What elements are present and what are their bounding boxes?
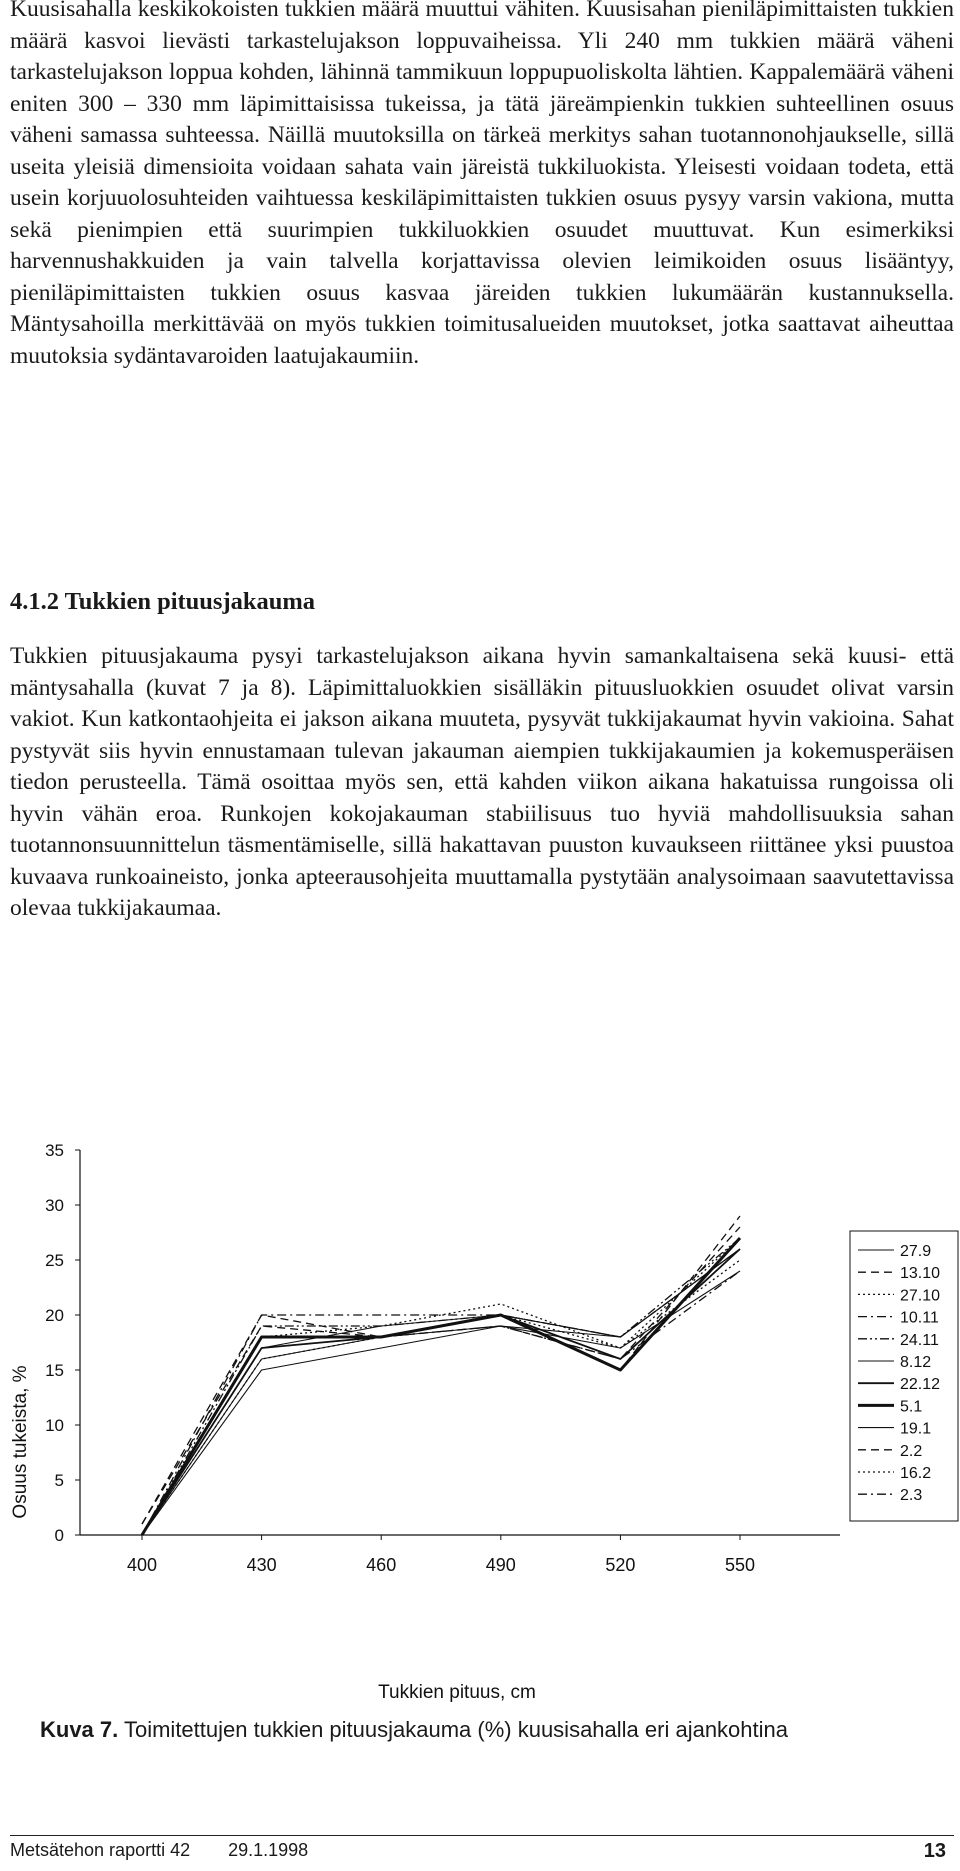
figure-caption-text: Toimitettujen tukkien pituusjakauma (%) kuusisahalla eri ajankohtina xyxy=(118,1717,788,1742)
chart-axes xyxy=(80,1150,840,1535)
legend-label: 27.10 xyxy=(900,1287,941,1305)
x-tick-label: 550 xyxy=(724,1555,756,1575)
series-line xyxy=(142,1249,740,1535)
legend-label: 22.12 xyxy=(900,1376,941,1394)
footer-report-name: Metsätehon raportti 42 xyxy=(10,1840,191,1860)
body-paragraph-2: Tukkien pituusjakauma pysyi tarkastelujakson aikana hyvin samankaltaisena sekä kuusi- että mäntysahalla (kuvat 7 ja 8). Läpimittaluokkien sisälläkin pituusluokkien osuudet olivat varsin vakiot. Kun katkontaohjeita ei jakson aikana muuteta, pysyvät tukkijakaumat hyvin vakioina. Sahat pystyvät siis hyvin ennustamaan tulevan jakauman aiempien tukkijakaumien ja kokemusperäisen tiedon perusteella. Tämä osoittaa myös sen, että kahden viikon aikana hakatuissa rungoissa oli hyvin vähän eroa. Runkojen kokojakauman stabiilisuus tuo hyviä mahdollisuuksia sahan tuotannonsuunnittelun täsmentämiselle, sillä hakattavan puuston kuvaukseen riittänee yksi puustoa kuvaava runkoaineisto, jonka apteerausohjeita muuttamalla pystytään analysoimaan saavutettavissa olevaa tukkijakaumaa. xyxy=(10,643,954,921)
length-distribution-chart xyxy=(0,1130,960,1710)
chart-legend xyxy=(850,1231,958,1521)
y-tick-label: 0 xyxy=(54,1526,64,1545)
series-line xyxy=(142,1216,740,1524)
series-lines xyxy=(142,1216,740,1535)
x-tick-label: 520 xyxy=(605,1555,636,1575)
y-tick-label: 20 xyxy=(45,1306,64,1325)
series-line xyxy=(142,1271,740,1535)
y-tick-label: 5 xyxy=(54,1471,64,1490)
footer xyxy=(10,1840,308,1861)
legend-label: 13.10 xyxy=(900,1265,941,1283)
legend-label: 2.3 xyxy=(900,1487,923,1505)
y-tick-label: 25 xyxy=(45,1251,64,1270)
y-tick-label: 10 xyxy=(45,1416,64,1435)
x-tick-label: 460 xyxy=(366,1555,397,1575)
page-number: 13 xyxy=(923,1840,946,1862)
y-tick-label: 35 xyxy=(45,1141,64,1160)
footer-date: 29.1.1998 xyxy=(228,1840,309,1860)
legend-label: 24.11 xyxy=(900,1331,939,1349)
legend-label: 27.9 xyxy=(900,1243,932,1260)
series-line xyxy=(142,1249,740,1535)
x-axis-title: Tukkien pituus, cm xyxy=(378,1682,536,1703)
body-paragraph-1: Kuusisahalla keskikokoisten tukkien määrä muuttui vähiten. Kuusisahan pieniläpimittaisten tukkien määrä kasvoi lievästi tarkastelujakson loppuvaiheissa. Yli 240 mm tukkien määrä väheni tarkastelujakson loppua kohden, lähinnä tammikuun loppupuoliskolta lähtien. Kappalemäärä väheni eniten 300 – 330 mm läpimittaisissa tukeissa, ja tätä järeämpienkin tukkien suhteellinen osuus väheni samassa suhteessa. Näillä muutoksilla on tärkeä merkitys sahan tuotannonohjaukselle, sillä useita yleisiä dimensioita voidaan sahata vain järeistä tukkiluokista. Yleisesti voidaan todeta, että usein korjuuolosuhteiden vaihtuessa keskiläpimittaisten tukkien osuus pysyy varsin vakiona, mutta sekä pienimpien että suurimpien tukkiluokkien osuudet muuttuvat. Kun esimerkiksi harvennushakkuiden ja vain talvella korjattavissa olevien leimikoiden osuus lisääntyy, pieniläpimittaisten tukkien osuus kasvaa järeiden tukkien lukumäärän kustannuksella. Mäntysahoilla merkittävää on myös tukkien toimitusalueiden muutokset, jotka saattavat aiheuttaa muutoksia sydäntavaroiden laatujakaumiin. xyxy=(10,0,954,369)
legend-label: 2.2 xyxy=(900,1442,923,1460)
series-line xyxy=(142,1227,740,1524)
y-tick-label: 15 xyxy=(45,1361,64,1380)
legend-label: 19.1 xyxy=(900,1420,932,1438)
y-tick-label: 30 xyxy=(45,1196,64,1215)
legend-label: 10.11 xyxy=(900,1309,939,1327)
legend-label: 5.1 xyxy=(900,1398,923,1416)
x-axis-ticks xyxy=(127,1535,755,1575)
y-axis-ticks xyxy=(45,1141,80,1545)
x-tick-label: 400 xyxy=(126,1555,158,1575)
x-tick-label: 430 xyxy=(246,1555,277,1575)
x-tick-label: 490 xyxy=(485,1555,516,1575)
legend-label: 8.12 xyxy=(900,1354,932,1371)
legend-label: 16.2 xyxy=(900,1465,932,1482)
series-line xyxy=(142,1249,740,1535)
y-axis-title: Osuus tukeista, % xyxy=(10,1365,31,1519)
series-line xyxy=(142,1238,740,1535)
section-heading: 4.1.2 Tukkien pituusjakauma xyxy=(10,588,316,615)
figure-label: Kuva 7. xyxy=(40,1717,119,1742)
series-line xyxy=(142,1260,740,1535)
series-line xyxy=(142,1249,740,1535)
figure-caption xyxy=(40,1717,788,1743)
footer-rule xyxy=(10,1835,954,1836)
